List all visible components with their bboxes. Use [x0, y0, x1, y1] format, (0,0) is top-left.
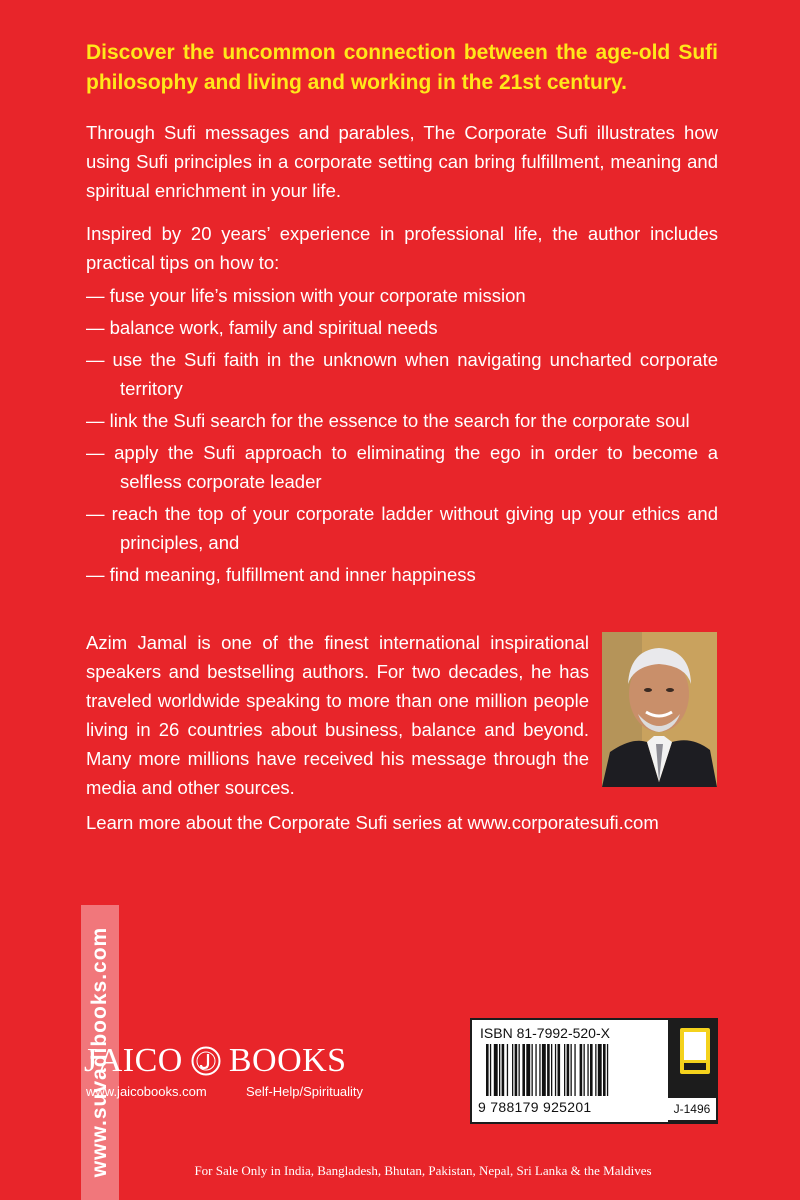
- barcode-bar: [584, 1044, 585, 1096]
- learn-more-text: Learn more about the Corporate Sufi series at www.corporatesufi.com: [86, 812, 659, 833]
- barcode-bar: [535, 1044, 536, 1096]
- barcode-bar: [590, 1044, 593, 1096]
- barcode-bar: [486, 1044, 489, 1096]
- barcode-bar: [603, 1044, 606, 1096]
- intro-paragraph: Through Sufi messages and parables, The Corporate Sufi illustrates how using Sufi principles in a corporate setting can bring fulfillment, meaning and spiritual enrichment in your life.: [86, 122, 718, 201]
- barcode-bar: [539, 1044, 540, 1096]
- barcode-bar: [526, 1044, 530, 1096]
- tip-item: — fuse your life’s mission with your corporate mission: [86, 285, 526, 306]
- tip-item: — find meaning, fulfillment and inner happiness: [86, 564, 476, 585]
- barcode-bar: [547, 1044, 550, 1096]
- isbn-label: ISBN 81-7992-520-X: [480, 1025, 610, 1041]
- barcode-bar: [499, 1044, 500, 1096]
- barcode-bar: [567, 1044, 570, 1096]
- barcode-bar: [598, 1044, 602, 1096]
- barcode-bar: [502, 1044, 505, 1096]
- book-category: Self-Help/Spirituality: [246, 1084, 364, 1099]
- barcode-bar: [522, 1044, 525, 1096]
- barcode-bar: [519, 1044, 520, 1096]
- barcode-bar: [512, 1044, 513, 1096]
- barcode-bar: [587, 1044, 588, 1096]
- tips-list: [86, 281, 718, 592]
- barcode-bar: [564, 1044, 565, 1096]
- barcode-bar: [558, 1044, 561, 1096]
- ebook-available-icon: [678, 1026, 712, 1076]
- barcode-bar: [607, 1044, 608, 1096]
- publisher-url: www.jaicobooks.com: [86, 1084, 207, 1099]
- barcode-bar: [494, 1044, 498, 1096]
- barcode-bar: [490, 1044, 491, 1096]
- barcode-digits: 9 788179 925201: [478, 1099, 592, 1115]
- barcode-bar: [542, 1044, 546, 1096]
- tip-item: — apply the Sufi approach to eliminating the ego in order to become a selfless corporate leader: [86, 442, 718, 492]
- barcode-bar: [571, 1044, 572, 1096]
- barcode: [486, 1044, 656, 1100]
- tagline: Discover the uncommon connection between the age-old Sufi philosophy and living and working in the 21st century.: [86, 41, 718, 94]
- publisher-name-left: JAICO: [84, 1042, 183, 1079]
- tip-item: — reach the top of your corporate ladder without giving up your ethics and principles, and: [86, 503, 718, 553]
- tips-intro-paragraph: Inspired by 20 years’ experience in professional life, the author includes practical tips on how to:: [86, 223, 718, 273]
- tip-item: — use the Sufi faith in the unknown when navigating uncharted corporate territory: [86, 349, 718, 399]
- barcode-bar: [595, 1044, 596, 1096]
- publisher-logo: [84, 1042, 347, 1080]
- publisher-name-right: BOOKS: [228, 1042, 347, 1079]
- author-photo: [602, 632, 717, 787]
- barcode-bar: [515, 1044, 518, 1096]
- isbn-block: [470, 1018, 718, 1124]
- tip-item: — balance work, family and spiritual needs: [86, 317, 438, 338]
- barcode-panel: [472, 1020, 668, 1122]
- catalog-code: J-1496: [668, 1098, 716, 1120]
- barcode-bar: [580, 1044, 583, 1096]
- jaico-emblem-icon: [191, 1046, 221, 1076]
- barcode-bar: [532, 1044, 533, 1096]
- tip-item: — link the Sufi search for the essence to the search for the corporate soul: [86, 410, 690, 431]
- watermark-text: www.suvadibooks.com: [88, 926, 111, 1178]
- barcode-bar: [551, 1044, 552, 1096]
- author-bio: Azim Jamal is one of the finest international inspirational speakers and bestselling authors. For two decades, he has traveled worldwide speaking to more than one million people living in 26 countries about business, balance and beyond. Many more millions have received his message through the media and other sources.: [86, 632, 589, 798]
- sale-notice: For Sale Only in India, Bangladesh, Bhutan, Pakistan, Nepal, Sri Lanka & the Maldives: [194, 1163, 652, 1178]
- barcode-bar: [507, 1044, 508, 1096]
- barcode-bar: [574, 1044, 575, 1096]
- barcode-bar: [555, 1044, 556, 1096]
